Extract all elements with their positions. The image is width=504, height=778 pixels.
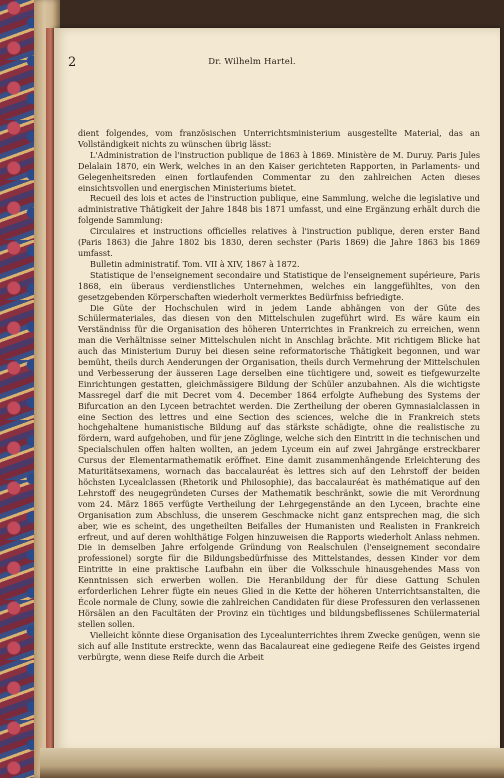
paragraph: Recueil des lois et actes de l'instruction publique, eine Sammlung, welche die legislative und administrative Thätigkeit der Jahre 1848 bis 1871 umfasst, und eine Ergänzung erhält durch die folgende Sammlung: <box>78 193 480 226</box>
paragraph: Bulletin administratif. Tom. VII à XIV, 1867 à 1872. <box>90 258 300 269</box>
paragraph: dient folgendes, vom französischen Unterrichtsministerium ausgestellte Material, das an Vollständigkeit nichts zu wünschen übrig lässt: <box>78 128 480 149</box>
page-bottom-edge <box>40 748 504 778</box>
page-body <box>78 128 480 662</box>
page-edge-strip <box>46 28 54 748</box>
paragraph: Vielleicht könnte diese Organisation des Lycealunterrichtes ihrem Zwecke genügen, wenn sie sich auf alle Institute erstreckte, wenn das Bacalaureat eine gediegene Reife des Geistes irgend verbürgte, wenn diese Reife durch die Arbeit <box>78 629 480 662</box>
paragraph: L'Administration de l'instruction publique de 1863 à 1869. Ministère de M. Duruy. Paris Jules Delalain 1870, ein Werk, welches in an den Kaiser gerichteten Rapporten, in Parlaments- und Gelegenheitsreden einen fortlaufenden Commentar zu den zahlreichen Acten dieses einsichtsvollen und energischen Ministeriums bietet. <box>78 149 480 193</box>
paragraph: Circulaires et instructions officielles relatives à l'instruction publique, deren erster Band (Paris 1863) die Jahre 1802 bis 1830, deren sechster (Paris 1869) die Jahre 1863 bis 1869 umfasst. <box>78 226 480 258</box>
paragraph: Die Güte der Hochschulen wird in jedem Lande abhängen von der Güte des Schülermateriales, das diesen von den Mittelschulen zugeführt wird. Es wäre kaum ein Verständniss für die Organisation des höheren Unterrichtes in Frankreich zu erreichen, wenn man die Verhältnisse seiner Mittelschulen nicht in Anschlag brächte. Mit richtigem Blicke hat auch das Ministerium Duruy bei diesen seine reformatorische Thätigkeit begonnen, und war bemüht, theils durch Aenderungen der Organisation, theils durch Vermehrung der Mittelschulen und Verbesserung der äusseren Lage derselben eine tüchtigere und, soweit es tiefgewurzelte Einrichtungen gestatten, gleichmässigere Bildung der Schüler anzubahnen. Als die wichtigste Massregel darf die mit Decret vom 4. December 1864 erfolgte Aufhebung des Systems der Bifurcation an den Lyceen betrachtet werden. Die Zertheilung der oberen Gymnasialclassen in eine Section des lettres und eine Section des sciences, welche die in Frankreich stets hochgehaltene humanistische Bildung auf das stärkste schädigte, ohne die realistische zu fördern, ward aufgehoben, und für jene Zöglinge, welche sich den Eintritt in die technischen und Specialschulen offen halten wollten, an jedem Lyceum ein auf zwei Jahrgänge erstreckbarer Cursus der Elementarmathematik eröffnet. Eine damit zusammenhängende Erleichterung des Maturitätsexamens, wornach das baccalauréat ès lettres sich auf den Lehrstoff der beiden höchsten Lycealclassen (Rhetorik und Philosophie), das baccalauréat ès mathématique auf den Lehrstoff des neugegründeten Curses der Mathematik beschränkt, sowie die mit Verordnung vom 24. März 1865 verfügte Vertheilung der Lehrgegenstände an den Lyceen, brachte eine Organisation zum Abschluss, die unserem Geschmacke nicht ganz entsprechen mag, die sich aber, wie es scheint, des ungetheilten Beifalles der Humanisten und Realisten in Frankreich erfreut, und auf deren wohlthätige Folgen hinzuweisen die Rapports wiederholt Anlass nehmen. Die in demselben Jahre erfolgende Gründung von Realschulen (l'enseignement secondaire professionel) sorgte für die Bildungsbedürfnisse des Mittelstandes, dessen Kinder vor dem Eintritte in eine praktische Laufbahn ein über die Volksschule hinausgehendes Mass von Kenntnissen sich erwerben wollen. Die Heranbildung der für diese Gattung Schulen erforderlichen Lehrer fügte ein neues Glied in die Kette der höheren Unterrichtsanstalten, die École normale de Cluny, sowie die zahlreichen Candidaten für diese Professuren den verlassenen Hörsälen an den Facultäten der Provinz ein tüchtiges und bildungsbeflissenes Schülermaterial stellen sollen. <box>78 302 480 629</box>
page-number: 2 <box>68 55 77 70</box>
paragraph: Statistique de l'enseignement secondaire und Statistique de l'enseignement supérieure, Paris 1868, ein überaus verdienstliches Unternehmen, welches ein langgefühltes, von den gesetzgebenden Körperschaften wiederholt vermerktes Bedürfniss befriedigte. <box>78 269 480 302</box>
running-head: Dr. Wilhelm Hartel. <box>208 57 296 67</box>
